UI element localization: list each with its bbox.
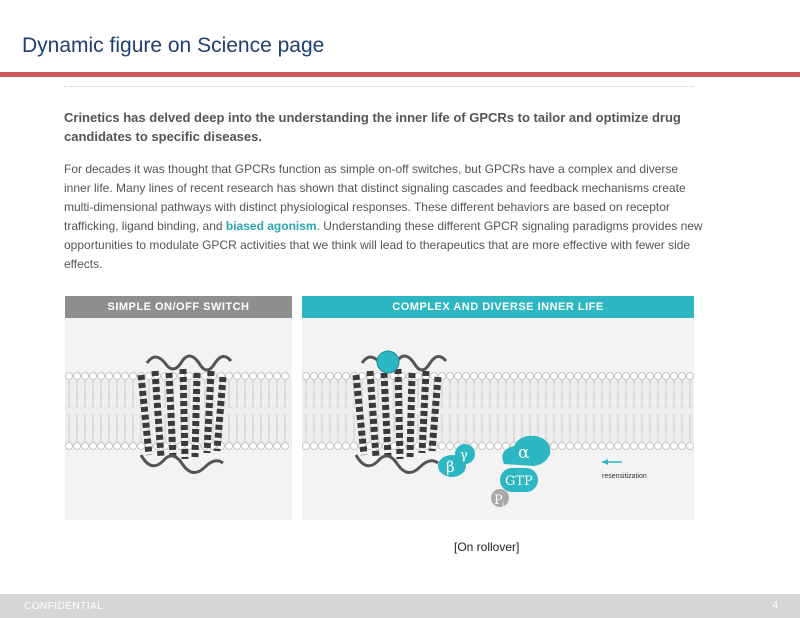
slide-title: Dynamic figure on Science page (22, 34, 325, 57)
pi-label: P (494, 493, 503, 508)
body-paragraph (64, 160, 704, 274)
body-text-end: . Understanding these different GPCR signaling paradigms provides new opportunities to modulate GPCR activities that we think will lead to therapeutics that are more effective with fewer side effects. (64, 219, 703, 271)
simple-switch-panel (65, 296, 292, 520)
resensitization-arrow (602, 459, 647, 480)
complex-life-panel (302, 296, 694, 520)
simple-switch-header: SIMPLE ON/OFF SWITCH (65, 296, 292, 318)
complex-life-header: COMPLEX AND DIVERSE INNER LIFE (302, 296, 694, 318)
resensitization-label: resensitization (602, 473, 647, 480)
gtp-label: GTP (505, 474, 533, 489)
beta-label: β (446, 458, 455, 476)
pi-subscript: i (502, 501, 505, 509)
ligand-ball-icon (377, 351, 399, 373)
biased-agonism-link[interactable]: biased agonism (225, 219, 317, 233)
title-divider (0, 72, 800, 77)
body-text-start: For decades it was thought that GPCRs function as simple on-off switches, but GPCRs have a complex and diverse inner life. Many lines of recent research has shown that distinct signaling cascades and feedback mechanisms create multi-dimensional pathways with distinct physiological responses. These different behaviors are based on receptor trafficking, ligand binding, and (64, 162, 686, 233)
dotted-divider (64, 86, 694, 87)
footer-bar (0, 594, 800, 618)
page-number: 4 (772, 600, 778, 611)
confidential-label: CONFIDENTIAL (24, 601, 104, 612)
simple-switch-figure (65, 318, 292, 520)
alpha-label: α (518, 443, 530, 463)
lead-paragraph: Crinetics has delved deep into the understanding the inner life of GPCRs to tailor and optimize drug candidates to specific diseases. (64, 110, 681, 144)
complex-life-figure (302, 318, 694, 520)
phosphate-icon (491, 489, 509, 509)
rollover-note: [On rollover] (454, 540, 520, 554)
membrane-bilayer (65, 373, 292, 450)
gamma-label: γ (460, 448, 468, 463)
